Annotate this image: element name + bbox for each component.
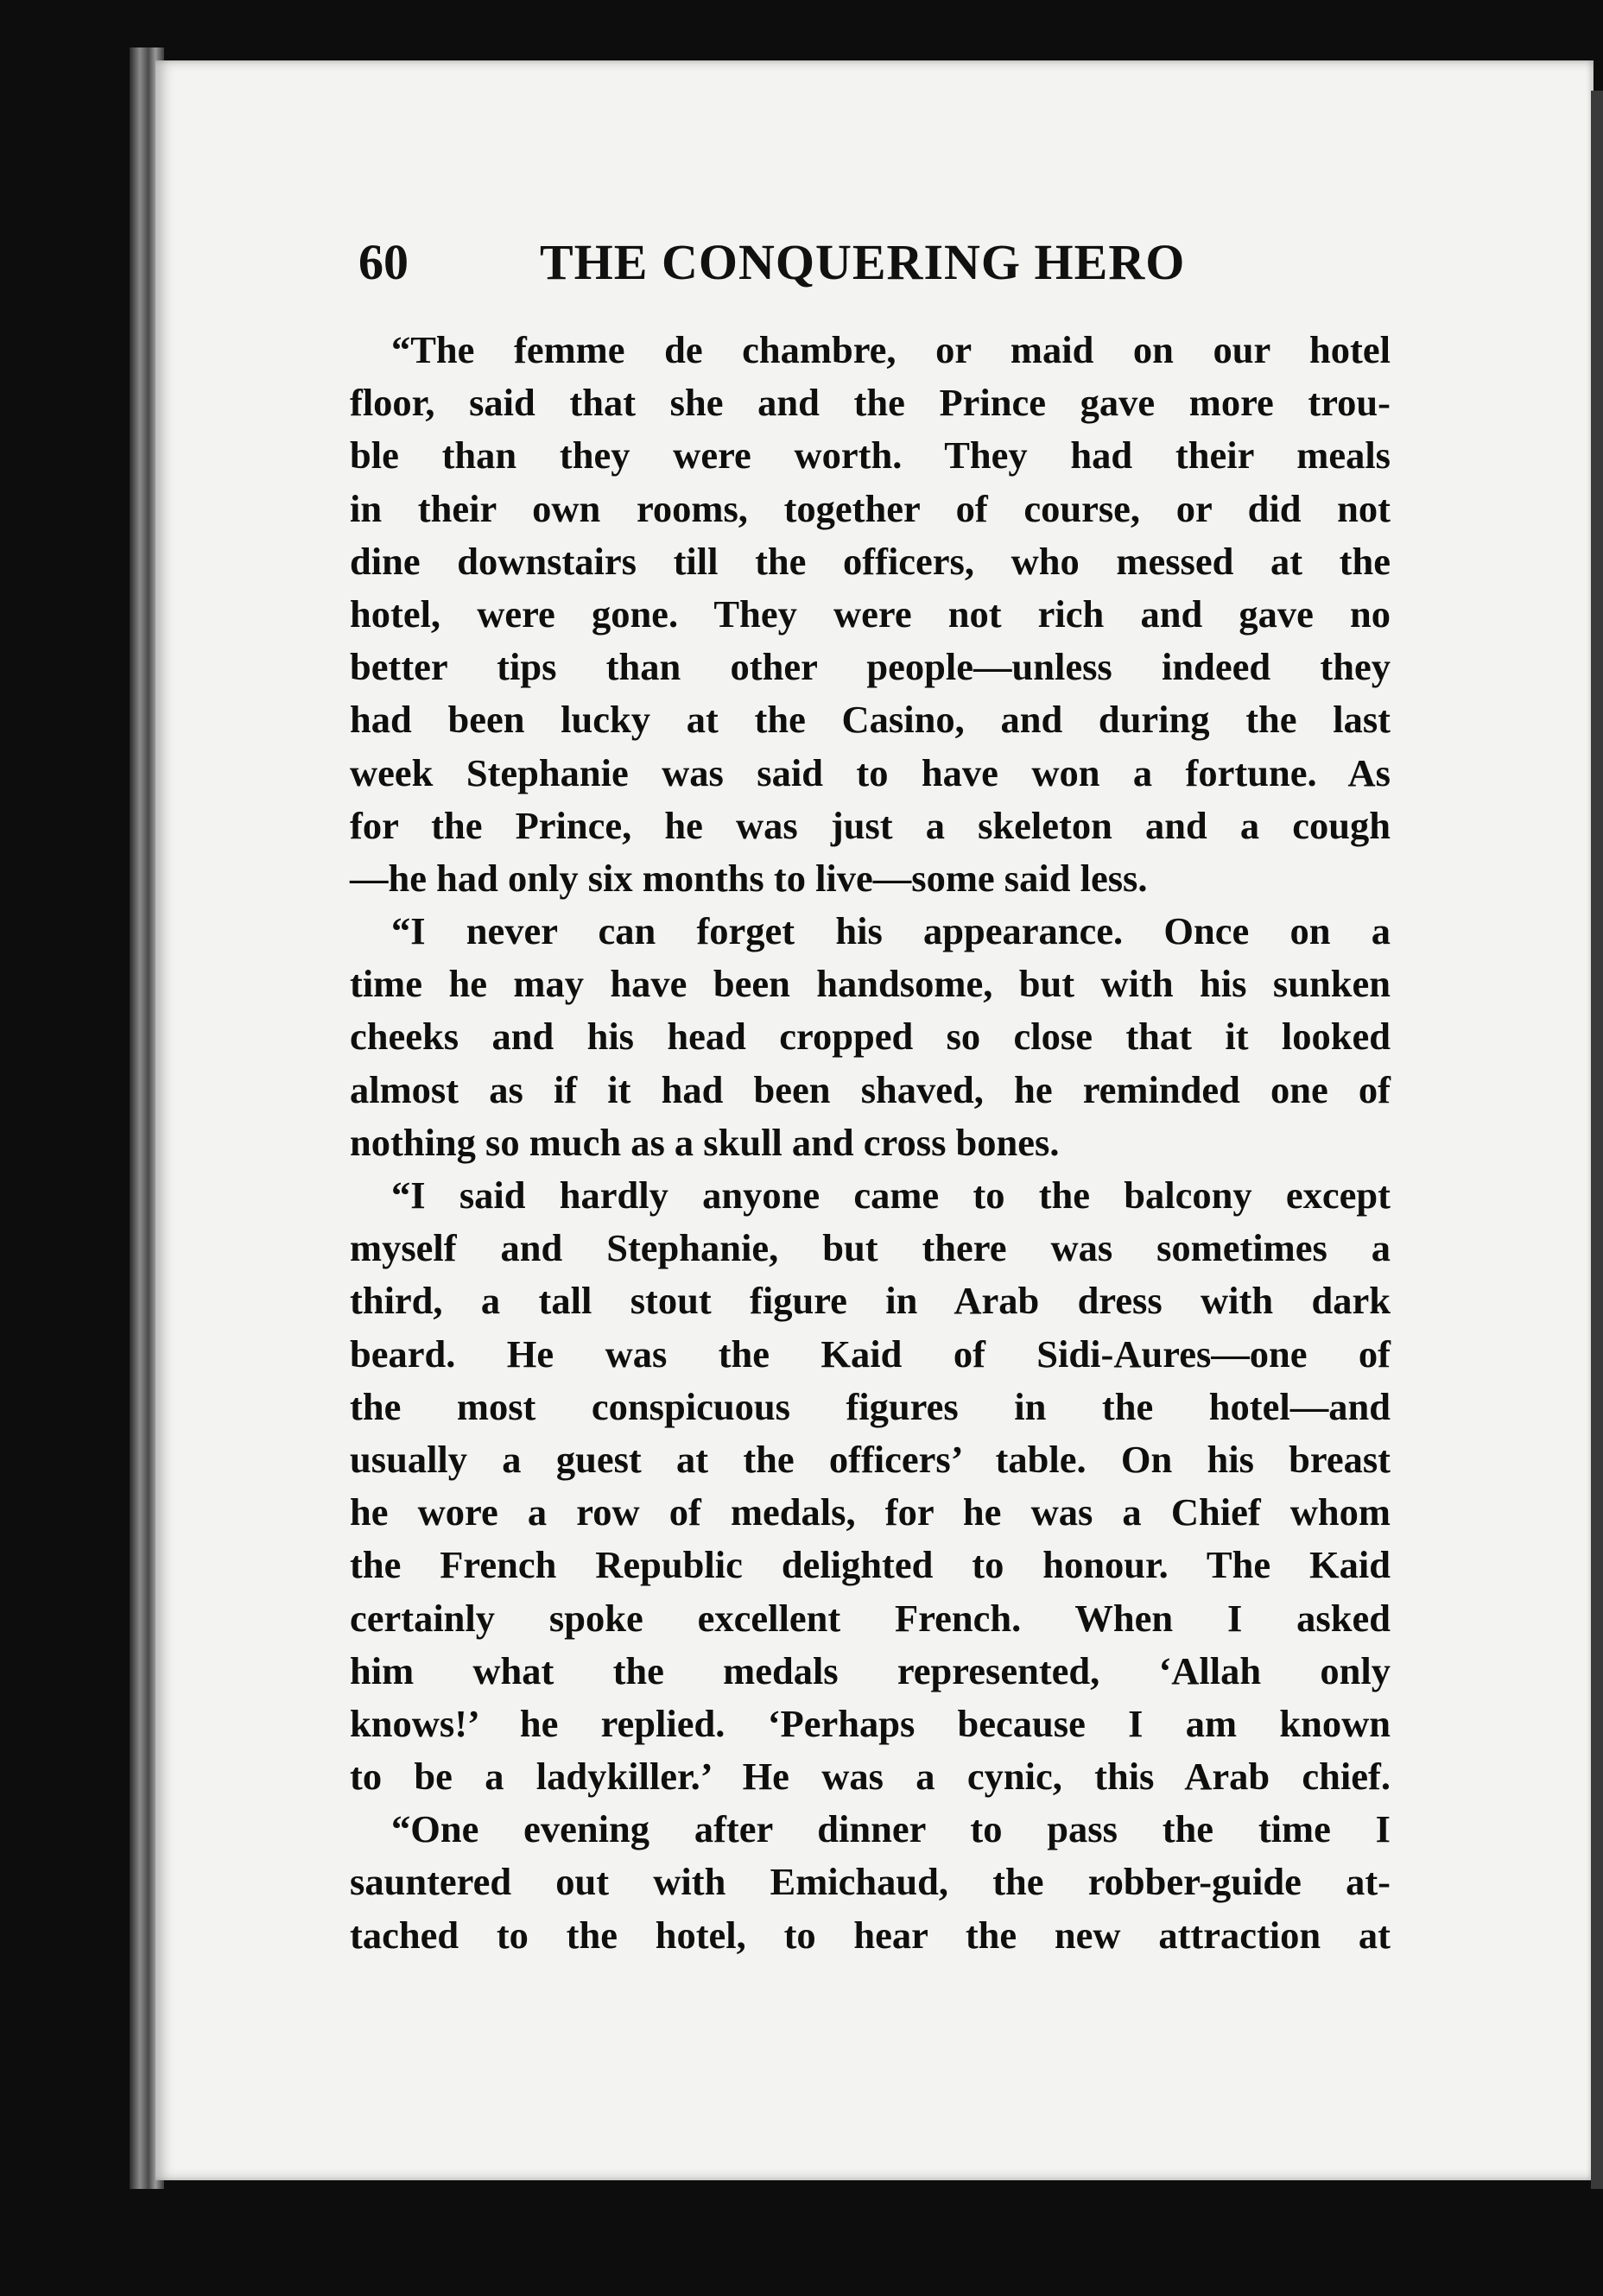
text-line: had been lucky at the Casino, and during the last [350, 698, 1391, 742]
text-line: third, a tall stout figure in Arab dress with dark [350, 1279, 1391, 1323]
text-line: for the Prince, he was just a skeleton and a cough [350, 803, 1391, 847]
text-line: in their own rooms, together of course, or did not [350, 486, 1391, 530]
book-title: THE CONQUERING HERO [540, 234, 1186, 290]
text-line: him what the medals represented, ‘Allah only [350, 1648, 1391, 1692]
text-line: ble than they were worth. They had their meals [350, 433, 1391, 478]
text-line: week Stephanie was said to have won a fortune. As [350, 750, 1391, 794]
page-number: 60 [358, 234, 409, 290]
running-head [358, 233, 1222, 302]
text-line: “The femme de chambre, or maid on our hotel [391, 328, 1391, 371]
text-line: beard. He was the Kaid of Sidi-Aures—one of [350, 1331, 1391, 1376]
text-line: “I never can forget his appearance. Once on a [391, 909, 1391, 953]
text-line: sauntered out with Emichaud, the robber-guide at- [350, 1860, 1391, 1904]
text-line: —he had only six months to live—some said less. [350, 856, 1148, 900]
text-line: cheeks and his head cropped so close that it looked [350, 1015, 1391, 1059]
paragraph [350, 905, 1391, 1169]
text-line: certainly spoke excellent French. When I asked [350, 1596, 1391, 1640]
text-line: knows!’ he replied. ‘Perhaps because I am known [350, 1701, 1391, 1745]
text-line: usually a guest at the officers’ table. On his breast [350, 1437, 1391, 1481]
text-line: floor, said that she and the Prince gave more trou- [350, 381, 1391, 425]
text-line: the French Republic delighted to honour. The Kaid [350, 1543, 1391, 1587]
text-line: to be a ladykiller.’ He was a cynic, this Arab chief. [350, 1755, 1391, 1799]
body-text [350, 324, 1391, 1962]
text-line: hotel, were gone. They were not rich and gave no [350, 591, 1391, 636]
text-line: nothing so much as a skull and cross bones. [350, 1120, 1060, 1164]
text-line: better tips than other people—unless indeed they [350, 645, 1391, 689]
paragraph [350, 1803, 1391, 1962]
text-line: almost as if it had been shaved, he reminded one of [350, 1067, 1391, 1111]
text-line: he wore a row of medals, for he was a Chief whom [350, 1490, 1391, 1534]
text-line: myself and Stephanie, but there was sometimes a [350, 1226, 1391, 1270]
book-right-edge [1591, 91, 1603, 2189]
text-line: the most conspicuous figures in the hotel—and [350, 1384, 1391, 1428]
text-line: “One evening after dinner to pass the time I [391, 1807, 1391, 1851]
paragraph [350, 1169, 1391, 1803]
text-line: time he may have been handsome, but with his sunken [350, 962, 1391, 1006]
text-line: tached to the hotel, to hear the new attraction at [350, 1913, 1391, 1957]
text-line: “I said hardly anyone came to the balcony except [391, 1173, 1391, 1217]
text-line: dine downstairs till the officers, who messed at the [350, 539, 1391, 583]
paragraph [350, 324, 1391, 905]
